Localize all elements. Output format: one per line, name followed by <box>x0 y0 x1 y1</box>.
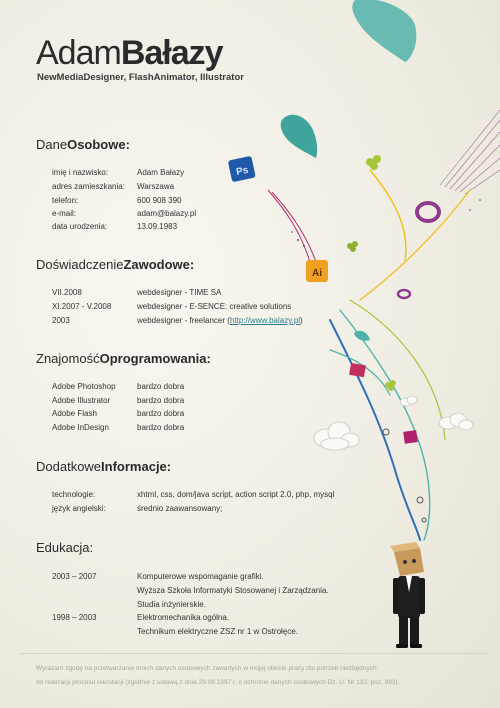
software-name: Adobe Photoshop <box>52 382 116 391</box>
teal-drop-top <box>352 0 416 62</box>
software-level: bardzo dobra <box>137 409 185 418</box>
education-entry: Studia inżynierskie. <box>137 600 206 609</box>
small-circle-2 <box>417 497 423 503</box>
experience-role-suffix: ) <box>300 316 303 325</box>
personal-value: Warszawa <box>137 182 175 191</box>
experience-role: webdesigner - E-SENCE: creative solutions <box>137 302 292 311</box>
additional-label: język angielski: <box>52 504 106 513</box>
small-circle-1 <box>383 429 389 435</box>
experience-period: VII.2008 <box>52 288 82 297</box>
candidate-name <box>36 36 223 70</box>
light-rays <box>440 110 500 194</box>
section-title-software <box>36 351 211 366</box>
additional-value: średnio zaawansowany; <box>137 504 223 513</box>
magenta-ribbons <box>268 190 316 262</box>
footer-consent-line1: Wyrażam zgodę na przetwarzanie moich danych osobowych zawartych w mojej ofercie pracy dla potrzeb niezbędnych <box>36 665 377 672</box>
section-title-light: Dodatkowe <box>36 459 102 474</box>
personal-value: 600 908 390 <box>137 196 182 205</box>
cloud-small <box>400 396 417 406</box>
section-title-light: Znajomość <box>36 351 100 366</box>
footer-consent-line2: do realizacji procesu rekrutacji (zgodnie z ustawą z dnia 29.08.1997 r. o ochronie danych osobowych Dz. U. Nr 133, poz. 883) <box>36 679 398 686</box>
personal-label: data urodzenia: <box>52 222 108 231</box>
software-name: Adobe InDesign <box>52 423 109 432</box>
personal-value: Adam Bałazy <box>137 168 185 177</box>
small-teal-drop <box>354 331 370 341</box>
personal-label: imię i nazwisko: <box>52 168 109 177</box>
section-title-additional <box>36 459 171 474</box>
education-entry: Komputerowe wspomaganie grafiki. <box>137 572 264 581</box>
software-name: Adobe Illustrator <box>52 396 111 405</box>
education-entry: Elektromechanika ogólna. <box>137 613 230 622</box>
section-title-light: Dane <box>36 137 68 152</box>
section-title-bold: Osobowe: <box>67 137 130 152</box>
experience-role-text: webdesigner - freelancer ( <box>137 316 230 325</box>
experience-period: XI.2007 - V.2008 <box>52 302 112 311</box>
pink-cube-2 <box>403 430 418 444</box>
small-circle-3 <box>422 518 426 522</box>
software-level: bardzo dobra <box>137 396 185 405</box>
last-name: Bałazy <box>120 34 223 72</box>
footer-divider <box>20 653 490 654</box>
education-period: 1998 – 2003 <box>52 613 97 622</box>
purple-ring-large <box>417 203 439 221</box>
additional-value: xhtml, css, dom/java script, action script 2.0, php, mysql <box>137 490 335 499</box>
pink-cube-1 <box>349 363 366 377</box>
personal-label: adres zamieszkania: <box>52 182 125 191</box>
experience-role <box>137 316 303 325</box>
section-title-education: Edukacja: <box>36 540 94 555</box>
software-level: bardzo dobra <box>137 423 185 432</box>
software-name: Adobe Flash <box>52 409 97 418</box>
sparkle-dots <box>291 199 481 247</box>
personal-value: adam@balazy.pl <box>137 209 197 218</box>
first-name: Adam <box>36 34 121 72</box>
education-period: 2003 – 2007 <box>52 572 97 581</box>
purple-ring-small <box>398 290 410 298</box>
additional-label: technologie: <box>52 490 96 499</box>
section-title-experience <box>36 257 194 272</box>
cloud-right <box>439 413 473 430</box>
section-title-personal <box>36 137 130 152</box>
experience-period: 2003 <box>52 316 70 325</box>
section-title-bold: Oprogramowania: <box>99 351 211 366</box>
cloud-left <box>314 422 359 450</box>
tagline: NewMediaDesigner, FlashAnimator, Illustrator <box>37 72 244 83</box>
software-level: bardzo dobra <box>137 382 185 391</box>
website-link[interactable]: http://www.balazy.pl <box>229 316 301 325</box>
ai-icon-label: Ai <box>312 268 322 279</box>
personal-label: telefon: <box>52 196 79 205</box>
experience-role: webdesigner - TIME SA <box>137 288 222 297</box>
man-with-box-head <box>390 542 425 648</box>
section-title-bold: Informacje: <box>101 459 172 474</box>
lime-clover-2 <box>347 241 358 252</box>
illustrator-icon <box>306 260 328 282</box>
section-title-light: Doświadczenie <box>36 257 124 272</box>
education-entry: Technikum elektryczne ZSZ nr 1 w Ostrołęce. <box>137 627 298 636</box>
personal-label: e-mail: <box>52 209 77 218</box>
education-entry: Wyższa Szkoła Informatyki Stosowanej i Zarządzania. <box>137 586 329 595</box>
photoshop-icon <box>228 156 256 183</box>
lime-clover-1 <box>366 155 381 170</box>
swirl-lines <box>330 170 470 540</box>
teal-drop-mid <box>281 115 318 158</box>
section-title-bold: Zawodowe: <box>123 257 195 272</box>
ps-icon-label: Ps <box>235 164 250 179</box>
personal-value: 13.09.1983 <box>137 222 178 231</box>
